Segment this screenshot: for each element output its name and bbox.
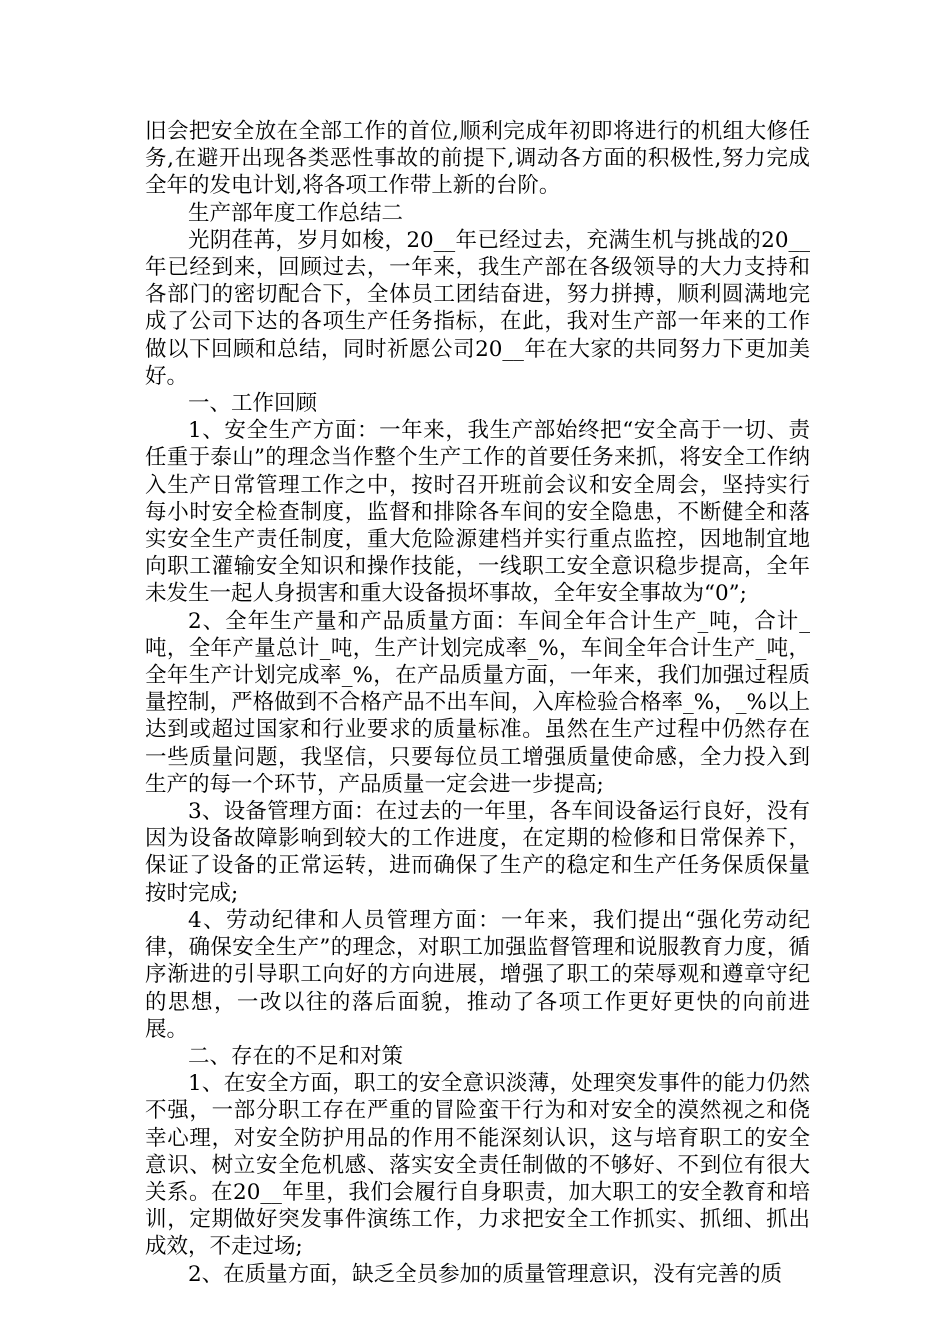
document-page [145,118,810,1288]
paragraph-safety: 1、安全生产方面：一年来，我生产部始终把“安全高于一切、责任重于泰山”的理念当作整个生产工作的首要任务来抓，将安全工作纳入生产日常管理工作之中，按时召开班前会议和安全周会，坚持实行每小时安全检查制度，监督和排除各车间的安全隐患，不断健全和落实安全生产责任制度，重大危险源建档并实行重点监控，因地制宜地向职工灌输安全知识和操作技能，一线职工安全意识稳步提高，全年未发生一起人身损害和重大设备损坏事故，全年安全事故为“0”; [145,418,810,607]
section-heading-shortcomings: 二、存在的不足和对策 [188,1043,404,1069]
paragraph-intro: 光阴荏苒，岁月如梭，20__年已经过去，充满生机与挑战的20__年已经到来，回顾过去，一年来，我生产部在各级领导的大力支持和各部门的密切配合下，全体员工团结奋进，努力拼搏，顺利圆满地完成了公司下达的各项生产任务指标，在此，我对生产部一年来的工作做以下回顾和总结，同时祈愿公司20__年在大家的共同努力下更加美好。 [145,227,810,389]
paragraph-labor-discipline: 4、劳动纪律和人员管理方面：一年来，我们提出“强化劳动纪律，确保安全生产”的理念，对职工加强监督管理和说服教育力度，循序渐进的引导职工向好的方向进展，增强了职工的荣辱观和遵章守纪的思想，一改以往的落后面貌，推动了各项工作更好更快的向前进展。 [145,907,810,1042]
section-heading-work-review: 一、工作回顾 [188,391,318,417]
paragraph-production-quality: 2、全年生产量和产品质量方面：车间全年合计生产_吨，合计_吨，全年产量总计_吨，生产计划完成率_%，车间全年合计生产_吨，全年生产计划完成率_%，在产品质量方面，一年来，我们加强过程质量控制，严格做到不合格产品不出车间，入库检验合格率_%，_%以上达到或超过国家和行业要求的质量标准。虽然在生产过程中仍然存在一些质量问题，我坚信，只要每位员工增强质量使命感，全力投入到生产的每一个环节，产品质量一定会进一步提高; [145,608,810,797]
paragraph-continuation: 旧会把安全放在全部工作的首位,顺利完成年初即将进行的机组大修任务,在避开出现各类恶性事故的前提下,调动各方面的积极性,努力完成全年的发电计划,将各项工作带上新的台阶。 [145,119,810,199]
paragraph-quality-shortcomings: 2、在质量方面，缺乏全员参加的质量管理意识，没有完善的质 [188,1261,783,1287]
paragraph-equipment: 3、设备管理方面：在过去的一年里，各车间设备运行良好，没有因为设备故障影响到较大的工作进度，在定期的检修和日常保养下，保证了设备的正常运转，进而确保了生产的稳定和生产任务保质保量按时完成; [145,799,810,906]
paragraph-safety-shortcomings: 1、在安全方面，职工的安全意识淡薄，处理突发事件的能力仍然不强，一部分职工存在严重的冒险蛮干行为和对安全的漠然视之和侥幸心理，对安全防护用品的作用不能深刻认识，这与培育职工的安全意识、树立安全危机感、落实安全责任制做的不够好、不到位有很大关系。在20__年里，我们会履行自身职责，加大职工的安全教育和培训，定期做好突发事件演练工作，力求把安全工作抓实、抓细、抓出成效，不走过场; [145,1071,810,1260]
section-title: 生产部年度工作总结二 [188,200,404,226]
